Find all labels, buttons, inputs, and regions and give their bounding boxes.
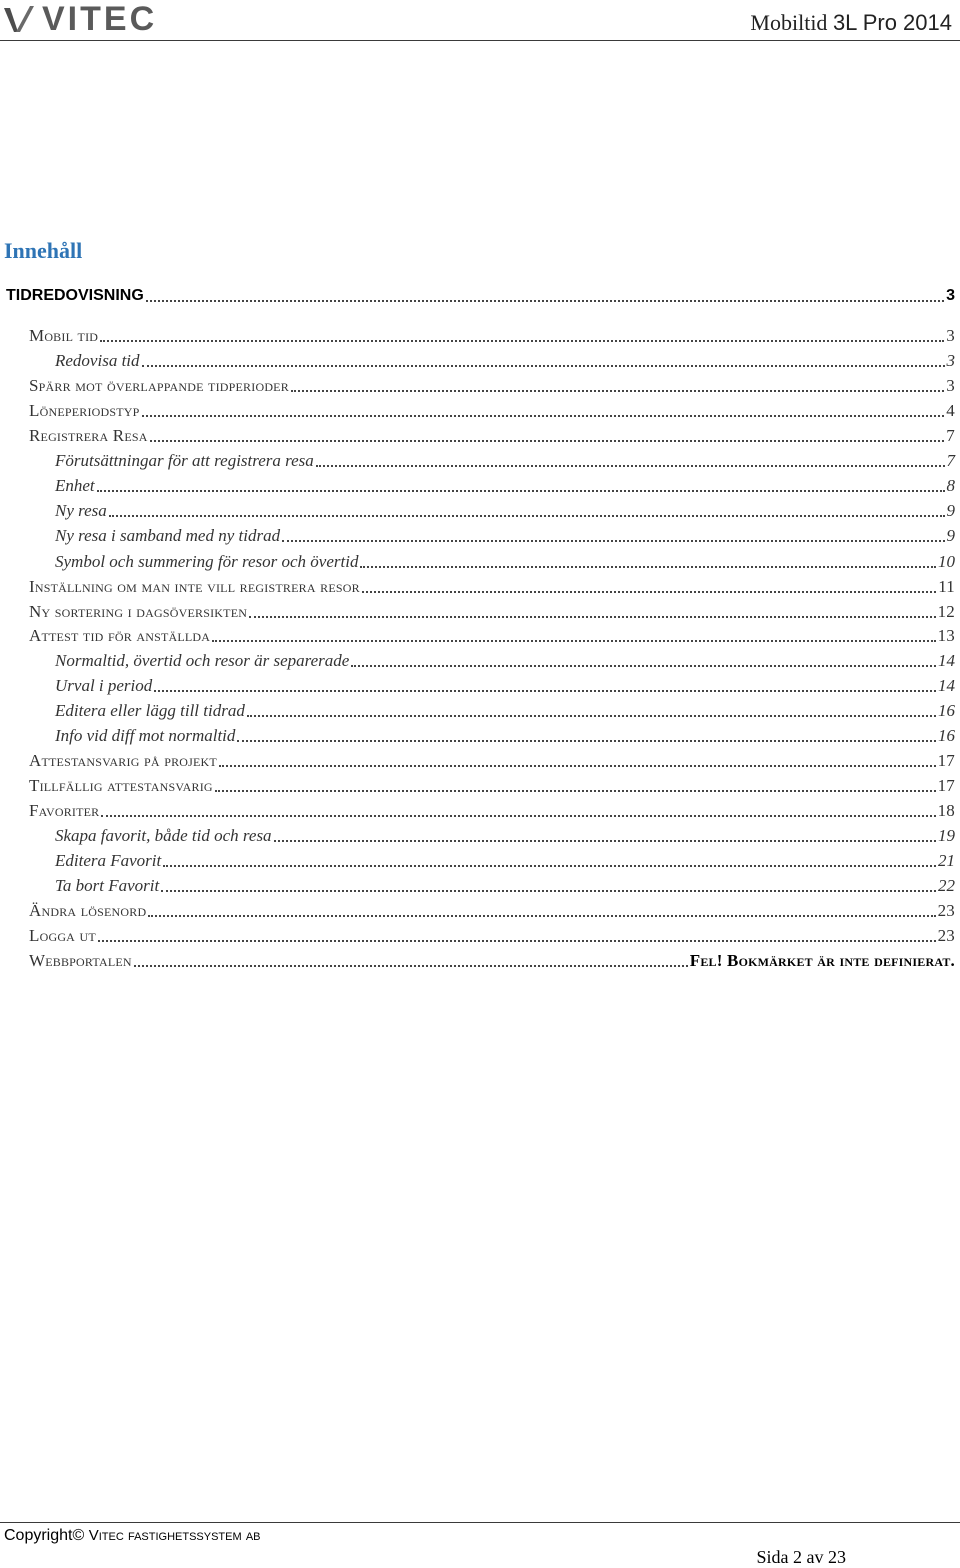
- toc-entry[interactable]: [55, 849, 955, 873]
- toc-entry[interactable]: [29, 324, 955, 348]
- toc-entry-label: Attestansvarig på projekt: [29, 751, 217, 770]
- toc-entry-label: Ändra lösenord: [29, 901, 147, 920]
- toc-entry-label: TIDREDOVISNING: [6, 287, 144, 304]
- toc-entry-label: Mobil tid: [29, 326, 99, 345]
- toc-entry[interactable]: [55, 699, 955, 723]
- toc-leader-dots: [291, 390, 944, 392]
- company-name: Vitec fastighetssystem ab: [88, 1527, 261, 1544]
- toc-leader-dots: [109, 515, 945, 517]
- toc-entry[interactable]: [55, 524, 955, 548]
- toc-leader-dots: [237, 740, 936, 742]
- toc-entry-label: Logga ut: [29, 926, 96, 945]
- toc-entry-label: Urval i period: [55, 676, 153, 695]
- copyright-label: Copyright: [4, 1527, 73, 1544]
- toc-entry[interactable]: [29, 374, 955, 398]
- vitec-logo: [2, 2, 157, 36]
- toc-leader-dots: [249, 616, 935, 618]
- toc-entry-page: 9: [946, 526, 955, 545]
- toc-entry-label: Normaltid, övertid och resor är separerade: [55, 651, 350, 670]
- toc-entry-page: 23: [937, 926, 955, 945]
- toc-entry-page: 3: [946, 326, 955, 345]
- toc-entry[interactable]: [29, 949, 955, 973]
- toc-entry[interactable]: [29, 799, 955, 823]
- toc-entry-label: Förutsättningar för att registrera resa: [55, 451, 314, 470]
- toc-entry[interactable]: [55, 349, 955, 373]
- toc-entry-label: Enhet: [55, 476, 95, 495]
- toc-entry-label: Skapa favorit, både tid och resa: [55, 826, 272, 845]
- toc-leader-dots: [219, 765, 936, 767]
- toc-heading: Innehåll: [4, 238, 83, 263]
- page-footer: [0, 1522, 960, 1566]
- toc-entry[interactable]: [55, 550, 955, 574]
- toc-entry-page: 7: [946, 426, 955, 445]
- toc-entry-page: 11: [938, 577, 955, 596]
- toc-entry-page: 18: [937, 801, 955, 820]
- toc-leader-dots: [316, 465, 945, 467]
- toc-entry-page: 21: [938, 851, 955, 870]
- toc-entry-page: 14: [938, 676, 955, 695]
- toc-entry-label: Redovisa tid: [55, 351, 140, 370]
- toc-leader-dots: [100, 340, 944, 342]
- toc-leader-dots: [154, 690, 936, 692]
- vitec-logo-mark-icon: [2, 2, 36, 36]
- toc-entry[interactable]: [29, 624, 955, 648]
- toc-entry-page: 8: [946, 476, 955, 495]
- toc-entry-label: Favoriter: [29, 801, 100, 820]
- toc-entry-page: 3: [946, 351, 955, 370]
- toc-leader-dots: [163, 865, 936, 867]
- copyright-notice: [4, 1527, 261, 1545]
- toc-entry-label: Tillfällig attestansvarig: [29, 776, 213, 795]
- toc-entry-page: 3: [946, 287, 955, 304]
- toc-leader-dots: [142, 365, 945, 367]
- toc-entry-label: Webbportalen: [29, 951, 132, 970]
- toc-leader-dots: [247, 715, 936, 717]
- toc-leader-dots: [142, 415, 945, 417]
- toc-leader-dots: [351, 665, 936, 667]
- toc-entry[interactable]: [29, 600, 955, 624]
- toc-entry-label: Ta bort Favorit: [55, 876, 160, 895]
- toc-leader-dots: [148, 915, 935, 917]
- toc-entry-page: 7: [946, 451, 955, 470]
- toc-leader-dots: [215, 790, 936, 792]
- toc-entry-page: 10: [938, 552, 955, 571]
- toc-entry-label: Ny sortering i dagsöversikten: [29, 602, 248, 621]
- page-indicator: Sida 2 av 23: [756, 1547, 846, 1567]
- toc-entry[interactable]: [6, 284, 955, 308]
- toc-entry[interactable]: [29, 424, 955, 448]
- toc-entry-page: 13: [937, 626, 955, 645]
- toc-entry[interactable]: [29, 774, 955, 798]
- page-header: [0, 0, 960, 41]
- toc-entry-label: Registrera Resa: [29, 426, 148, 445]
- toc-entry[interactable]: [55, 499, 955, 523]
- toc-entry-page: 17: [937, 751, 955, 770]
- toc-entry-page: 19: [938, 826, 955, 845]
- toc-entry-label: Editera Favorit: [55, 851, 162, 870]
- toc-entry-page: 23: [937, 901, 955, 920]
- toc-entry-label: Symbol och summering för resor och övertid: [55, 552, 359, 571]
- toc-entry-label: Editera eller lägg till tidrad: [55, 701, 245, 720]
- toc-entry-label: Attest tid för anställda: [29, 626, 211, 645]
- toc-entry-label: Inställning om man inte vill registrera resor: [29, 577, 360, 596]
- toc-entry[interactable]: [55, 874, 955, 898]
- toc-entry-page: 22: [938, 876, 955, 895]
- toc-entry[interactable]: [29, 924, 955, 948]
- toc-entry-page: 14: [938, 651, 955, 670]
- toc-leader-dots: [362, 591, 936, 593]
- toc-entry-page: Fel! Bokmärket är inte definierat.: [689, 951, 955, 970]
- toc-leader-dots: [212, 640, 935, 642]
- toc-entry[interactable]: [29, 575, 955, 599]
- product-title: [750, 10, 952, 36]
- toc-entry-page: 3: [946, 376, 955, 395]
- toc-entry[interactable]: [55, 824, 955, 848]
- copyright-symbol: ©: [72, 1527, 85, 1544]
- toc-entry-page: 17: [937, 776, 955, 795]
- toc-leader-dots: [146, 300, 944, 302]
- toc-entry[interactable]: [55, 674, 955, 698]
- toc-leader-dots: [150, 440, 945, 442]
- toc-entry-label: Ny resa: [55, 501, 107, 520]
- toc-entry[interactable]: [55, 649, 955, 673]
- toc-leader-dots: [161, 890, 936, 892]
- toc-entry-page: 9: [946, 501, 955, 520]
- toc-entry-label: Löneperiodstyp: [29, 401, 140, 420]
- product-title-version: 3L Pro 2014: [832, 10, 952, 35]
- toc-leader-dots: [97, 490, 945, 492]
- toc-entry-page: 16: [938, 726, 955, 745]
- toc-leader-dots: [360, 566, 936, 568]
- toc-entry-label: Ny resa i samband med ny tidrad: [55, 526, 281, 545]
- toc-entry[interactable]: [55, 724, 955, 748]
- product-title-name: Mobiltid: [750, 10, 833, 35]
- toc-entry[interactable]: [29, 399, 955, 423]
- toc-entry[interactable]: [55, 474, 955, 498]
- toc-entry-page: 12: [937, 602, 955, 621]
- toc-leader-dots: [101, 815, 935, 817]
- toc-entry[interactable]: [55, 449, 955, 473]
- toc-leader-dots: [274, 840, 936, 842]
- toc-entry-page: 4: [946, 401, 955, 420]
- toc-entry[interactable]: [29, 749, 955, 773]
- logo-text: VITEC: [42, 0, 158, 38]
- toc-entry-label: Spärr mot överlappande tidperioder: [29, 376, 289, 395]
- toc-leader-dots: [282, 540, 944, 542]
- toc-entry-page: 16: [938, 701, 955, 720]
- toc-entry-label: Info vid diff mot normaltid: [55, 726, 236, 745]
- toc-entry[interactable]: [29, 899, 955, 923]
- toc-leader-dots: [134, 965, 688, 967]
- toc-leader-dots: [98, 940, 936, 942]
